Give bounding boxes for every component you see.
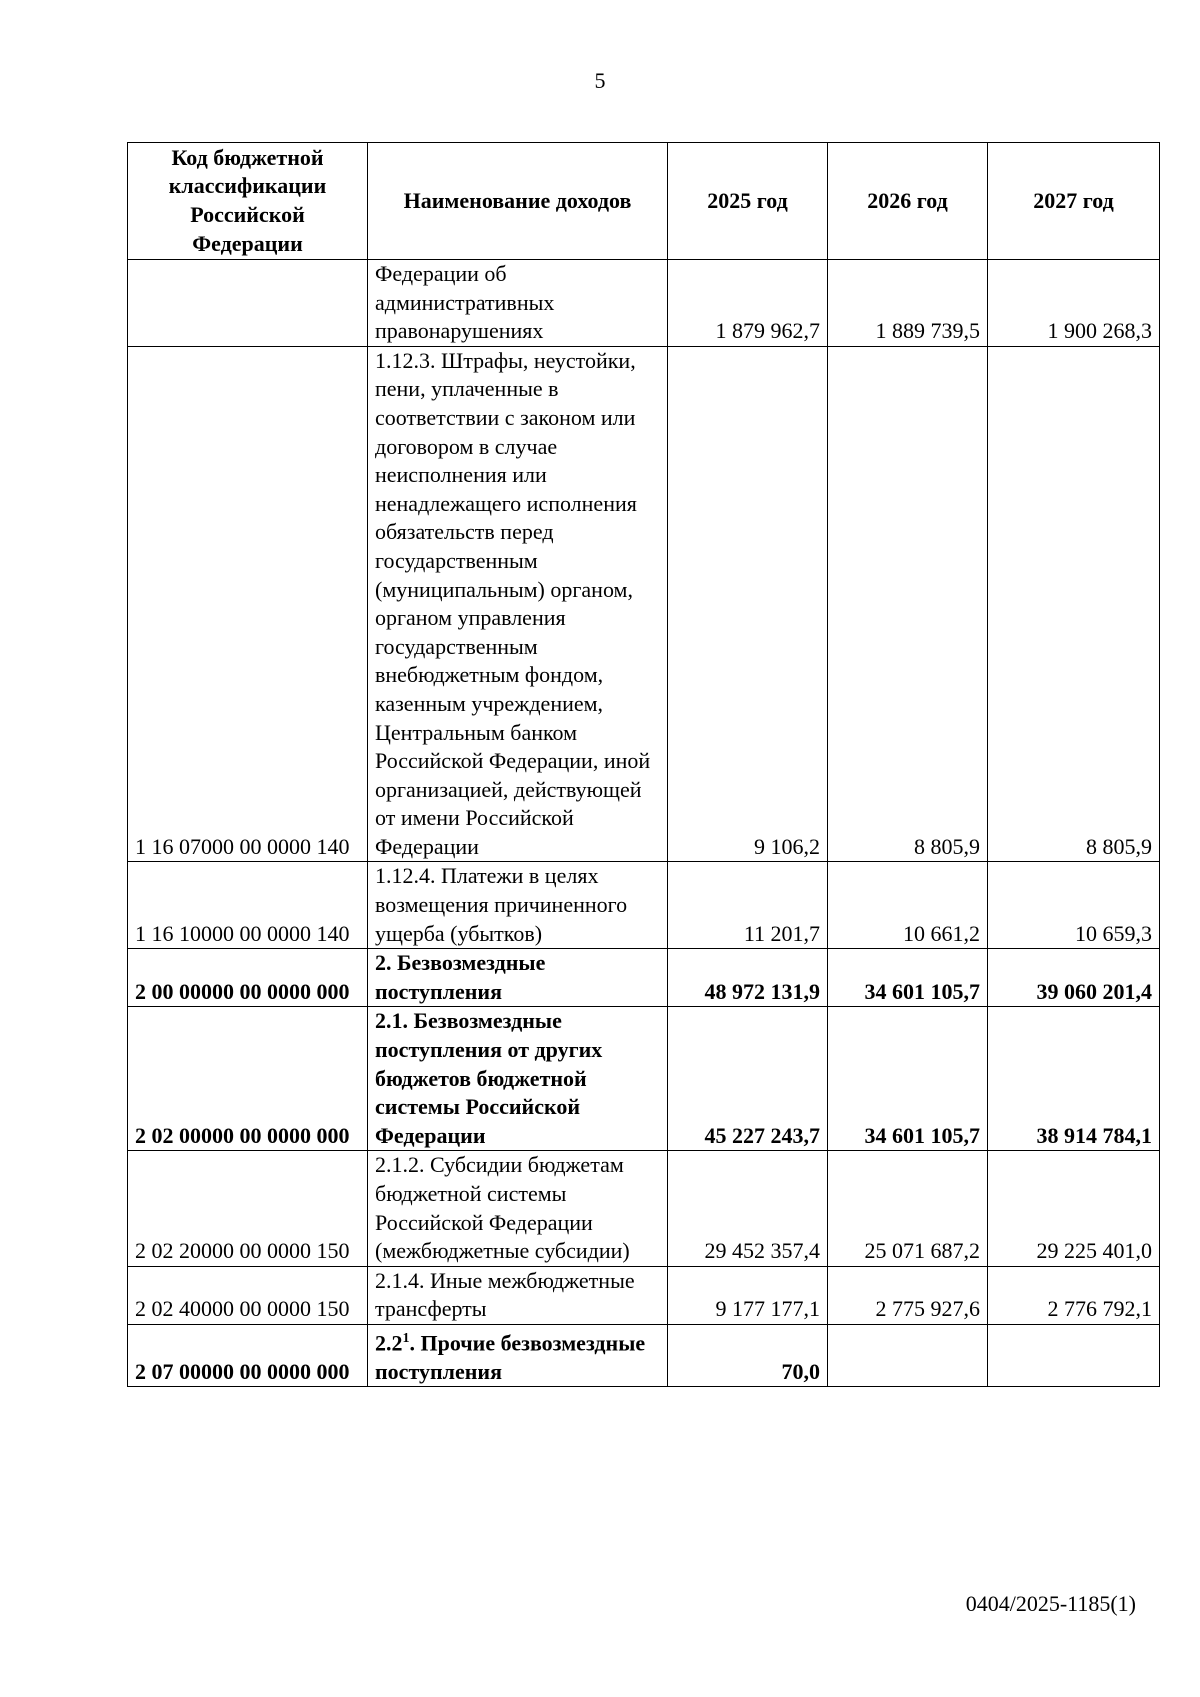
row-code — [128, 260, 368, 347]
row-code: 1 16 10000 00 0000 140 — [128, 862, 368, 949]
table-row — [128, 260, 1160, 347]
row-code: 2 00 00000 00 0000 000 — [128, 949, 368, 1007]
row-value-2027: 38 914 784,1 — [988, 1007, 1160, 1151]
table-row — [128, 862, 1160, 949]
header-income-name: Наименование доходов — [368, 143, 668, 260]
document-number: 0404/2025-1185(1) — [965, 1591, 1136, 1616]
row-value-2027: 1 900 268,3 — [988, 260, 1160, 347]
row-name — [368, 1324, 668, 1387]
row-value-2026: 1 889 739,5 — [828, 260, 988, 347]
row-value-2025: 9 106,2 — [668, 346, 828, 862]
row-name: 1.12.3. Штрафы, неустойки, пени, уплаченные в соответствии с законом или договором в случае неисполнения или ненадлежащего исполнения обязательств перед государственным (муниципальным) органом, органом управления государственным внебюджетным фондом, казенным учреждением, Центральным банком Российской Федерации, иной организацией, действующей от имени Российской Федерации — [368, 346, 668, 862]
row-value-2025: 45 227 243,7 — [668, 1007, 828, 1151]
row-value-2025: 11 201,7 — [668, 862, 828, 949]
row-name-rest: . Прочие безвозмездные поступления — [375, 1330, 646, 1384]
row-value-2027 — [988, 1324, 1160, 1387]
row-value-2027: 29 225 401,0 — [988, 1151, 1160, 1266]
row-value-2026: 2 775 927,6 — [828, 1266, 988, 1324]
row-value-2026: 25 071 687,2 — [828, 1151, 988, 1266]
row-name-prefix: 2.2 — [375, 1330, 403, 1356]
row-code: 2 02 00000 00 0000 000 — [128, 1007, 368, 1151]
row-value-2027: 39 060 201,4 — [988, 949, 1160, 1007]
row-name: 1.12.4. Платежи в целях возмещения причиненного ущерба (убытков) — [368, 862, 668, 949]
budget-income-table — [127, 142, 1160, 1387]
row-value-2026: 34 601 105,7 — [828, 1007, 988, 1151]
row-value-2025: 9 177 177,1 — [668, 1266, 828, 1324]
header-year-2026: 2026 год — [828, 143, 988, 260]
row-value-2026: 8 805,9 — [828, 346, 988, 862]
table-row — [128, 949, 1160, 1007]
row-value-2025: 48 972 131,9 — [668, 949, 828, 1007]
table-row — [128, 1151, 1160, 1266]
row-value-2025: 1 879 962,7 — [668, 260, 828, 347]
row-value-2025: 70,0 — [668, 1324, 828, 1387]
row-code: 2 07 00000 00 0000 000 — [128, 1324, 368, 1387]
table-row — [128, 1007, 1160, 1151]
table-row — [128, 346, 1160, 862]
table-row — [128, 1266, 1160, 1324]
row-name: 2.1.2. Субсидии бюджетам бюджетной системы Российской Федерации (межбюджетные субсидии) — [368, 1151, 668, 1266]
row-name: 2.1.4. Иные межбюджетные трансферты — [368, 1266, 668, 1324]
row-name-superscript: 1 — [402, 1330, 410, 1346]
row-value-2025: 29 452 357,4 — [668, 1151, 828, 1266]
row-code: 2 02 40000 00 0000 150 — [128, 1266, 368, 1324]
row-code: 1 16 07000 00 0000 140 — [128, 346, 368, 862]
header-budget-code: Код бюджетной классификации Российской Федерации — [128, 143, 368, 260]
row-value-2027: 10 659,3 — [988, 862, 1160, 949]
table-header-row — [128, 143, 1160, 260]
row-value-2027: 8 805,9 — [988, 346, 1160, 862]
row-value-2027: 2 776 792,1 — [988, 1266, 1160, 1324]
row-name: Федерации об административных правонарушениях — [368, 260, 668, 347]
row-name: 2.1. Безвозмездные поступления от других бюджетов бюджетной системы Российской Федерации — [368, 1007, 668, 1151]
row-value-2026: 34 601 105,7 — [828, 949, 988, 1007]
header-year-2025: 2025 год — [668, 143, 828, 260]
row-value-2026 — [828, 1324, 988, 1387]
row-name: 2. Безвозмездные поступления — [368, 949, 668, 1007]
header-year-2027: 2027 год — [988, 143, 1160, 260]
row-value-2026: 10 661,2 — [828, 862, 988, 949]
page-number: 5 — [594, 68, 606, 93]
table-row — [128, 1324, 1160, 1387]
row-code: 2 02 20000 00 0000 150 — [128, 1151, 368, 1266]
